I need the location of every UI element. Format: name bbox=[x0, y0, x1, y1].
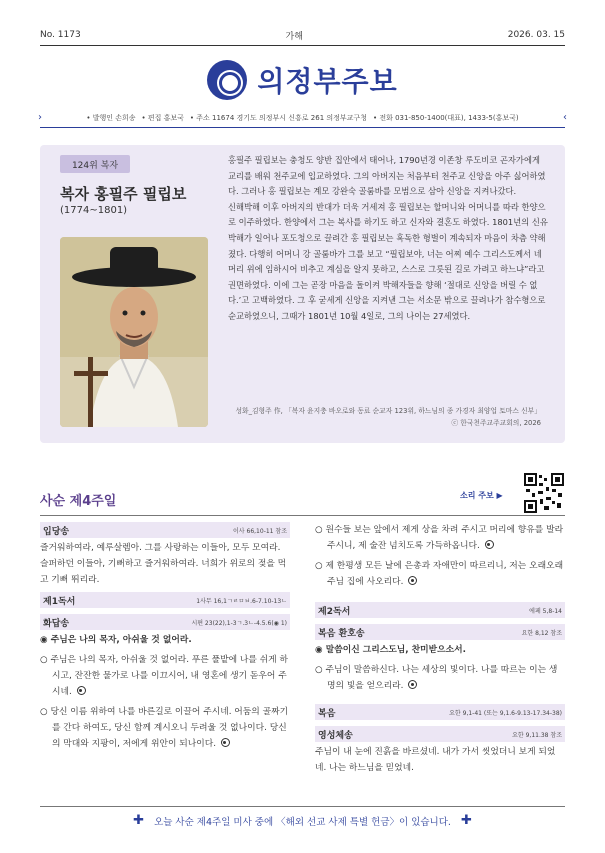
first-reading-ref: 1사무 16,1ㄱㄹㅁㅂ.6-7.10-13ㄴ bbox=[196, 597, 287, 605]
communion-label: 영성체송 bbox=[318, 730, 353, 741]
second-reading-ref: 에페 5,8-14 bbox=[529, 607, 562, 615]
announcement-footer bbox=[40, 806, 565, 834]
psalm-ref: 시편 23(22),1-3ㄱ.3ㄴ-4.5.6(◉ 1) bbox=[191, 619, 287, 627]
masthead bbox=[0, 55, 605, 105]
copyright-line: ⓒ 한국천주교주교회의, 2026 bbox=[451, 419, 541, 427]
communion-header bbox=[315, 726, 565, 742]
psalm-response: ◉ 주님은 나의 목자, 아쉬울 것 없어라. bbox=[40, 635, 192, 645]
communion-text: 주님이 내 눈에 진흙을 바르셨네. 내가 가서 씻었더니 보게 되었네. 나는 하느님을 믿었네. bbox=[315, 747, 556, 773]
entrance-text: 즐거워하여라, 예루살렘아. 그를 사랑하는 이들아, 모두 모여라. 슬퍼하던 이들아, 기뻐하고 즐거워하여라. 너희가 위로의 젖을 먹고 기뻐 뛰리라. bbox=[40, 543, 287, 585]
publication-title: 의정부주보 bbox=[257, 65, 398, 98]
section-divider bbox=[40, 515, 565, 516]
saint-tag: 124위 복자 bbox=[60, 155, 130, 173]
diocese-emblem-icon bbox=[207, 60, 247, 100]
saint-years: (1774~1801) bbox=[60, 205, 128, 216]
liturgy-title: 사순 제4주일 bbox=[40, 494, 117, 509]
first-reading-label: 제1독서 bbox=[43, 596, 76, 607]
liturgy-left-column bbox=[40, 522, 290, 756]
saint-feature bbox=[40, 145, 565, 443]
phone: • 전화 031-850-1400(대표), 1433-5(홍보국) bbox=[372, 113, 519, 122]
liturgical-year: 가해 bbox=[285, 31, 303, 42]
cross-icon: ✚ bbox=[460, 813, 472, 828]
acclamation-ref: 요한 8,12 참조 bbox=[521, 629, 562, 637]
gospel-header bbox=[315, 704, 565, 720]
saint-story bbox=[228, 153, 548, 325]
acclamation-response: ◉ 말씀이신 그리스도님, 찬미받으소서. bbox=[315, 645, 467, 655]
second-reading-label: 제2독서 bbox=[318, 606, 351, 617]
qr-code-icon[interactable] bbox=[524, 473, 564, 513]
editor: • 편집 홍보국 bbox=[141, 113, 184, 122]
publisher: • 발행인 손희송 bbox=[86, 113, 136, 122]
issue-date: 2026. 03. 15 bbox=[507, 30, 565, 40]
psalm-verse-3 bbox=[315, 522, 565, 554]
chevron-right-icon: › bbox=[38, 112, 42, 123]
psalm-verse-4 bbox=[315, 558, 565, 590]
entrance-antiphon-header bbox=[40, 522, 290, 538]
second-reading-header bbox=[315, 602, 565, 618]
acclamation-header bbox=[315, 624, 565, 640]
entrance-ref: 이사 66,10-11 참조 bbox=[233, 527, 287, 535]
psalm-verse-text: ○ 당신 이름 위하여 나를 바른길로 이끌어 주시네. 어둠의 골짜기를 간다 하여도, 당신 함께 계시오니 두려울 것 없나이다. 당신의 막대와 지팡이, 저에게 위안이 되나이다. bbox=[40, 707, 289, 749]
top-bar bbox=[40, 28, 565, 42]
saint-paragraph: 신해박해 이후 아버지의 반대가 더욱 거세져 홍 필립보는 할머니와 어머니를 따라 한양으로 이주하였다. 한양에서 그는 복사를 하기도 하고 신자와 결혼도 하였다. 1801년의 신유박해가 일어나 포도청으로 끌려간 홍 필립보는 혹독한 형벌이 계속되자 마음이 차츰 약해졌다. 다행히 어머니 강 골룸바가 그를 보고 “필립보야, 너는 어찌 예수 그리스도께서 네 머리 위에 임하시어 비추고 계심을 알지 못하고, 스스로 그릇된 길로 가려고 하느냐”라고 권면하였다. 이에 그는 곧장 마음을 돌이켜 박해자들을 향해 ‘절대로 신앙을 버릴 수 없다.’고 고백하였다. 그 후 굳세게 신앙을 지켜낸 그는 서소문 밖으로 끌려나가 참수형으로 순교하였으니, 그때가 1801년 10월 4일로, 그의 나이는 27세였다. bbox=[228, 201, 548, 321]
response-mark-icon bbox=[408, 576, 417, 585]
chevron-left-icon: ‹ bbox=[563, 112, 567, 123]
publication-info bbox=[40, 108, 565, 128]
saint-portrait bbox=[60, 237, 208, 427]
audio-bulletin-link[interactable]: 소리 주보 ▶ bbox=[460, 491, 503, 500]
cross-icon: ✚ bbox=[133, 813, 145, 828]
acclamation-verse bbox=[315, 662, 565, 694]
saint-name: 복자 홍필주 필립보 bbox=[60, 185, 187, 203]
entrance-label: 입당송 bbox=[43, 526, 70, 537]
psalm-verse-text: ○ 제 한평생 모든 날에 은총과 자애만이 따르리니, 저는 오래오래 주님 집에 사오리다. bbox=[315, 561, 564, 587]
acclamation-verse-text: ○ 주님이 말씀하신다. 나는 세상의 빛이다. 나를 따르는 이는 생명의 빛을 얻으리라. bbox=[315, 665, 558, 691]
issue-number: No. 1173 bbox=[40, 30, 81, 40]
top-divider bbox=[40, 45, 565, 46]
liturgy-right-column bbox=[315, 522, 565, 780]
response-mark-icon bbox=[408, 680, 417, 689]
psalm-verse-2 bbox=[40, 704, 290, 752]
psalm-verse-text: ○ 원수들 보는 앞에서 제게 상을 차려 주시고 머리에 향유를 발라 주시니, 제 술잔 넘치도록 가득하옵니다. bbox=[315, 525, 564, 551]
gospel-ref: 요한 9,1-41 (또는 9,1.6-9.13-17.34-38) bbox=[449, 709, 562, 717]
saint-paragraph: 홍필주 필립보는 충청도 양반 집안에서 태어나, 1790년경 이존창 루도비코 곤자가에게 교리를 배워 천주교에 입교하였다. 그의 아버지는 처음부터 천주교 신앙을 아주 싫어하였다. 그러나 홍 필립보는 계모 강완숙 골룸바를 모범으로 삼아 신앙을 지켜나갔다. bbox=[228, 155, 546, 197]
psalm-verse-1 bbox=[40, 652, 290, 700]
acclamation-label: 복음 환호송 bbox=[318, 628, 365, 639]
address: • 주소 11674 경기도 의정부시 신흥로 261 의정부교구청 bbox=[189, 113, 367, 122]
image-credit bbox=[235, 405, 541, 429]
credit-line: 성화_김형주 作, 「복자 윤지충 바오로와 동료 순교자 123위, 하느님의 종 가경자 최양업 토마스 신부」 bbox=[235, 407, 541, 415]
response-mark-icon bbox=[221, 738, 230, 747]
gospel-label: 복음 bbox=[318, 708, 336, 719]
response-mark-icon bbox=[77, 686, 86, 695]
response-mark-icon bbox=[485, 540, 494, 549]
communion-ref: 요한 9,11.38 참조 bbox=[512, 731, 562, 739]
psalm-label: 화답송 bbox=[43, 618, 70, 629]
psalm-header bbox=[40, 614, 290, 630]
first-reading-header bbox=[40, 592, 290, 608]
psalm-verse-text: ○ 주님은 나의 목자, 아쉬울 것 없어라. 푸른 풀밭에 나를 쉬게 하시고, 잔잔한 물가로 나를 이끄시어, 내 영혼에 생기 돋우어 주시네. bbox=[40, 655, 288, 697]
announcement-text: 오늘 사순 제4주일 미사 중에 〈해외 선교 사제 특별 헌금〉이 있습니다. bbox=[154, 816, 451, 828]
